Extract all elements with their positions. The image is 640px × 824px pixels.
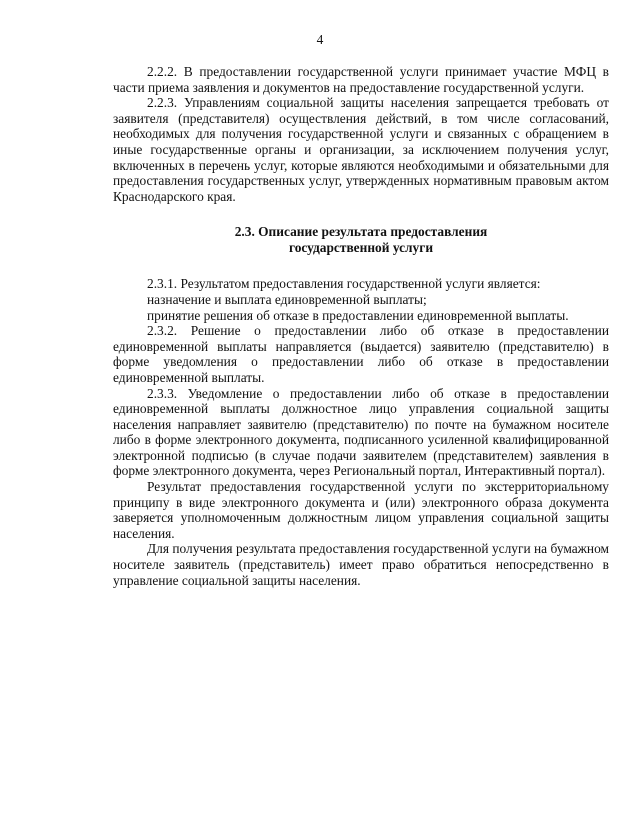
paragraph-2-2-2: 2.2.2. В предоставлении государственной услуги принимает участие МФЦ в части приема заявления и документов на предоставление государственной услуги. [113, 64, 609, 95]
paragraph-2-3-3: 2.3.3. Уведомление о предоставлении либо об отказе в предоставлении единовременной выплаты должностное лицо управления социальной защиты населения направляет заявителю (представителю) по почте на бумажном носителе либо в форме электронного документа, подписанного усиленной квалифицированной электронной подписью (в случае подачи заявителем (представителем) заявления в форме электронного документа, через Региональный портал, Интерактивный портал). [113, 385, 609, 479]
paragraph-2-3-1: 2.3.1. Результатом предоставления государственной услуги является: [147, 276, 541, 292]
list-item-refusal: принятие решения об отказе в предоставлении единовременной выплаты. [147, 307, 569, 323]
paragraph-2-2-3: 2.2.3. Управлениям социальной защиты населения запрещается требовать от заявителя (представителя) осуществления действий, в том числе согласований, необходимых для получения государственной услуги и связанных с обращением в иные государственные органы и организации, за исключением получения услуг, включенных в перечень услуг, которые являются необходимыми и обязательными для предоставления государственных услуг, утвержденных нормативным правовым актом Краснодарского края. [113, 95, 609, 204]
paragraph-extraterritorial: Результат предоставления государственной услуги по экстерриториальному принципу в виде электронного документа и (или) электронного образа документа заверяется уполномоченным должностным лицом управления социальной защиты населения. [113, 479, 609, 541]
paragraph-2-3-2: 2.3.2. Решение о предоставлении либо об отказе в предоставлении единовременной выплаты направляется (выдается) заявителю (представителю) в форме уведомления о предоставлении либо об отказе в предоставлении единовременной выплаты. [113, 323, 609, 385]
page-number: 4 [316, 32, 324, 47]
document-body [113, 64, 609, 588]
section-heading-2-3 [113, 224, 609, 256]
paragraph-paper-result: Для получения результата предоставления государственной услуги на бумажном носителе заявитель (представитель) имеет право обратиться непосредственно в управление социальной защиты населения. [113, 541, 609, 588]
list-item-payment: назначение и выплата единовременной выплаты; [147, 291, 427, 307]
section-heading-line-2: государственной услуги [288, 240, 434, 256]
section-heading-line-1: 2.3. Описание результата предоставления [234, 224, 488, 240]
